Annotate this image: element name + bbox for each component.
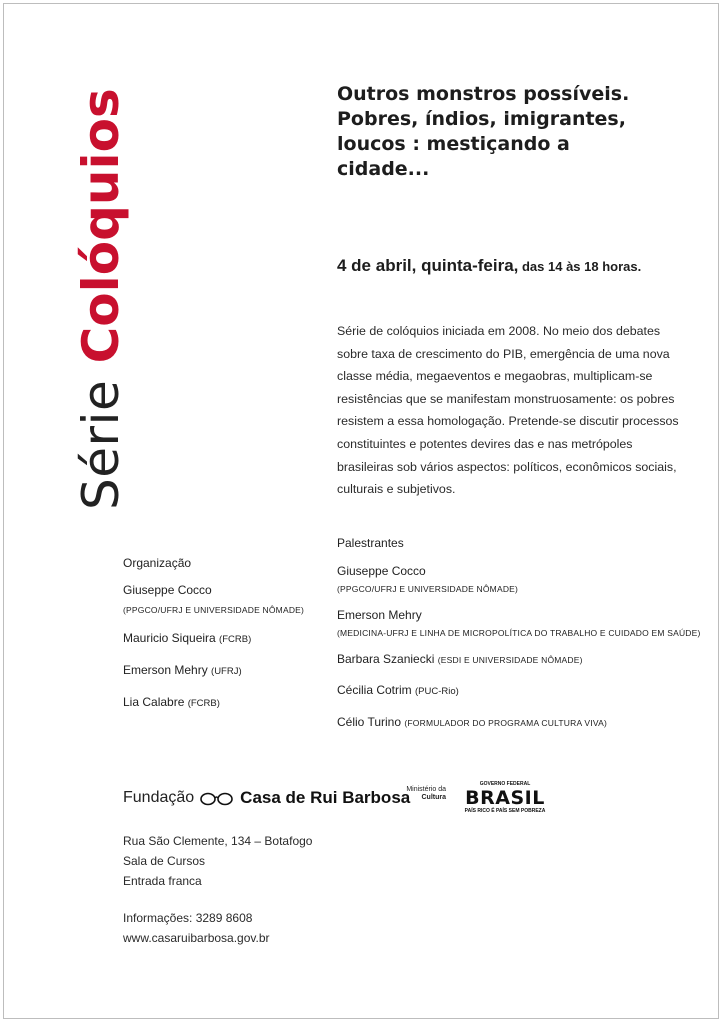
organizer-name: Emerson Mehry <box>123 663 212 677</box>
speaker-name: Barbara Szaniecki <box>337 652 438 666</box>
speaker-affiliation: (ESDI E UNIVERSIDADE NÔMADE) <box>437 655 583 665</box>
headline-line: cidade... <box>337 158 430 180</box>
organizer <box>123 694 323 712</box>
speaker-name: Cécilia Cotrim <box>337 683 416 697</box>
series-title <box>72 88 130 510</box>
organizer <box>123 662 323 680</box>
contact-block <box>123 908 383 948</box>
address-street: Rua São Clemente, 134 – Botafogo <box>123 834 313 848</box>
brasil-text: BRASIL <box>465 787 545 809</box>
organizer-name: Mauricio Siqueira <box>123 631 220 645</box>
speaker-affiliation: (FORMULADOR DO PROGRAMA CULTURA VIVA) <box>404 718 607 728</box>
brasil-slogan-text: PAÍS RICO É PAÍS SEM POBREZA <box>464 808 546 814</box>
organizacao-section <box>123 556 323 726</box>
description-line: culturais e subjetivos. <box>337 482 456 497</box>
event-date-day: 4 de abril, quinta-feira, <box>337 256 519 275</box>
contact-phone: Informações: 3289 8608 <box>123 911 253 925</box>
description-line: classe média, megaeventos e megaobras, multiplicam-se <box>337 369 653 384</box>
gov-federal-text: GOVERNO FEDERAL <box>479 781 531 787</box>
description-line: constituintes e potentes devires das e nas metrópoles <box>337 436 633 451</box>
speaker <box>337 714 697 731</box>
organizer-name: Giuseppe Cocco <box>123 583 212 597</box>
event-date <box>337 256 641 276</box>
event-headline <box>337 82 667 182</box>
speaker-affiliation-text: (MEDICINA-UFRJ E LINHA DE MICROPOLÍTICA DO TRABALHO E CUIDADO EM SAÚDE) <box>337 628 701 638</box>
address-block <box>123 831 383 891</box>
address-entry: Entrada franca <box>123 874 202 888</box>
speaker-name: Giuseppe Cocco <box>337 564 426 578</box>
event-description <box>337 320 679 501</box>
event-date-time: das 14 às 18 horas. <box>518 259 642 274</box>
headline-line: Pobres, índios, imigrantes, <box>337 108 626 130</box>
fcrb-logo <box>123 788 410 808</box>
ministerio-cultura-logo <box>402 786 446 802</box>
speaker-affiliation-text: (PPGCO/UFRJ E UNIVERSIDADE NÔMADE) <box>337 584 519 594</box>
speaker-affiliation <box>337 583 697 595</box>
speaker <box>337 682 697 700</box>
contact-website[interactable]: www.casaruibarbosa.gov.br <box>123 931 270 945</box>
ministerio-line: Ministério da <box>406 786 446 793</box>
description-line: brasileiras sob vários aspectos: políticos, econômicos sociais, <box>337 459 677 474</box>
palestrantes-section <box>337 536 701 745</box>
series-title-light: Série <box>72 363 130 510</box>
organizer <box>123 630 323 648</box>
organizer-name: Lia Calabre <box>123 695 188 709</box>
organizer-affiliation: (FCRB) <box>187 698 220 709</box>
description-line: Série de colóquios iniciada em 2008. No meio dos debates <box>337 324 661 338</box>
fcrb-logo-casa: Casa de Rui Barbosa <box>240 788 411 807</box>
address-room: Sala de Cursos <box>123 854 206 868</box>
description-line: resistem a essa homologação. Pretende-se discutir processos <box>337 414 679 429</box>
headline-line: loucos : mestiçando a <box>337 133 570 155</box>
description-line: sobre taxa de crescimento do PIB, emergência de uma nova <box>337 346 670 361</box>
series-title-bold: Colóquios <box>72 88 130 364</box>
palestrantes-label: Palestrantes <box>337 536 404 550</box>
glasses-icon <box>200 790 234 806</box>
organizer-affiliation: (FCRB) <box>219 634 252 645</box>
speaker-name: Célio Turino <box>337 715 405 729</box>
organizer-affiliation: (UFRJ) <box>211 666 242 677</box>
organizacao-label: Organização <box>123 556 192 570</box>
brasil-gov-logo <box>458 779 552 815</box>
organizer-affiliation <box>123 604 323 616</box>
organizer-affiliation-text: (PPGCO/UFRJ E UNIVERSIDADE NÔMADE) <box>123 605 305 615</box>
fcrb-logo-fundacao: Fundação <box>123 789 195 806</box>
headline-line: Outros monstros possíveis. <box>337 83 630 105</box>
description-line: resistências que se manifestam monstruosamente: os pobres <box>337 391 675 406</box>
speaker <box>337 651 697 668</box>
cultura-line: Cultura <box>421 794 446 801</box>
speaker-affiliation <box>337 627 701 639</box>
speaker-affiliation: (PUC-Rio) <box>415 686 459 697</box>
speaker-name: Emerson Mehry <box>337 608 422 622</box>
